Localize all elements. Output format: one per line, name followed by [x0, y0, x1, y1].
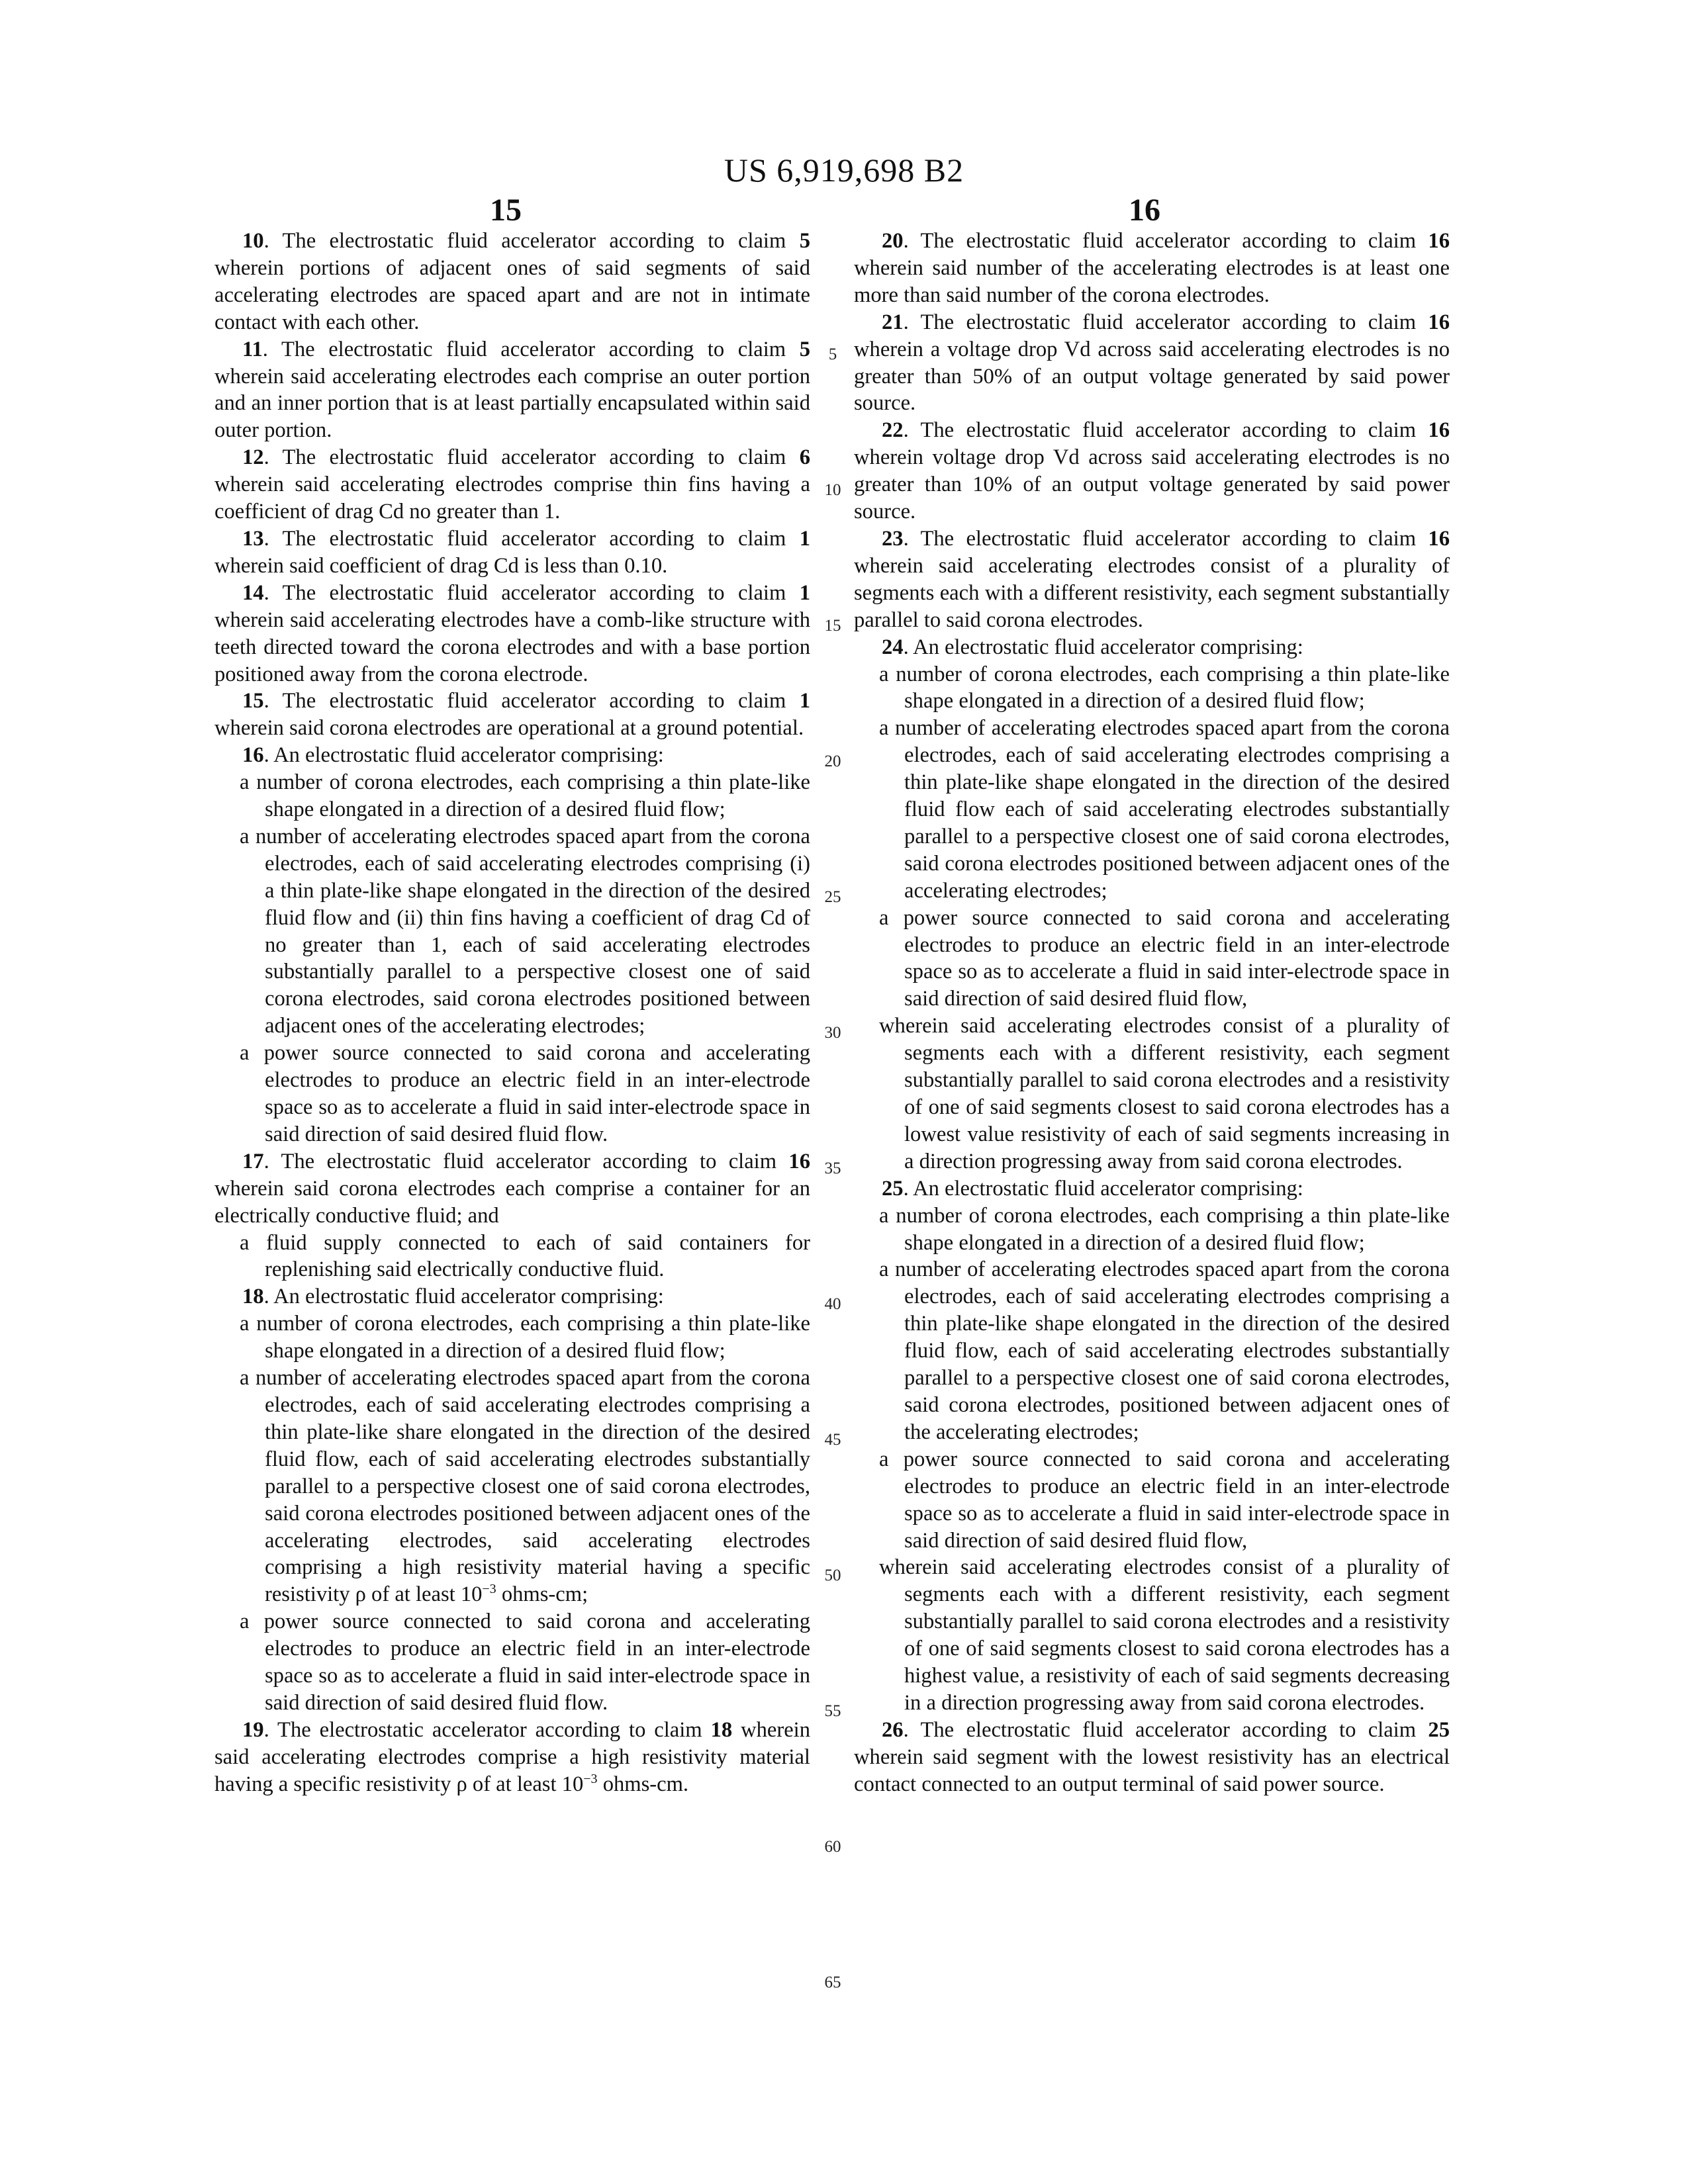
- line-number: 25: [824, 888, 841, 906]
- claim-15: 15. The electrostatic fluid accelerator according to claim 1 wherein said corona electrodes are operational at a ground potential.: [214, 689, 810, 741]
- claim-20: 20. The electrostatic fluid accelerator according to claim 16 wherein said number of the accelerating electrodes is at least one more than said number of the corona electrodes.: [854, 229, 1450, 307]
- claim-23: 23. The electrostatic fluid accelerator according to claim 16 wherein said accelerating electrodes consist of a plurality of segments each with a different resistivity, each segment substantially parallel to said corona electrodes.: [854, 526, 1450, 632]
- claim-11: 11. The electrostatic fluid accelerator according to claim 5 wherein said accelerating electrodes each comprise an outer portion and an inner portion that is at least partially encapsulated within said outer portion.: [214, 337, 810, 443]
- claim-24-element-3: a power source connected to said corona and accelerating electrodes to produce an electric field in an inter-electrode space so as to accelerate a fluid in said inter-electrode space in said direction of said desired fluid flow,: [879, 905, 1450, 1011]
- claim-24-wherein: wherein said accelerating electrodes consist of a plurality of segments each with a different resistivity, each segment substantially parallel to said corona electrodes and a resistivity of one of said segments closest to said corona electrodes has a lowest value resistivity of each of said segments increasing in a direction progressing away from said corona electrodes.: [879, 1014, 1450, 1173]
- line-number: 40: [824, 1295, 841, 1313]
- claim-16-element-2: a number of accelerating electrodes spaced apart from the corona electrodes, each of said accelerating electrodes comprising (i) a thin plate-like shape elongated in the direction of the desired fluid flow and (ii) thin fins having a coefficient of drag Cd of no greater than 1, each of said accelerating electrodes substantially parallel to a perspective closest one of said corona electrodes, said corona electrodes positioned between adjacent ones of the accelerating electrodes;: [240, 824, 810, 1038]
- claim-18-element-3: a power source connected to said corona and accelerating electrodes to produce an electric field in an inter-electrode space so as to accelerate a fluid in said inter-electrode space in said direction of said desired fluid flow.: [240, 1610, 810, 1715]
- left-column-number: 15: [490, 193, 522, 228]
- claim-26: 26. The electrostatic fluid accelerator according to claim 25 wherein said segment with the lowest resistivity has an electrical contact connected to an output terminal of said power source.: [854, 1717, 1450, 1796]
- claim-14: 14. The electrostatic fluid accelerator according to claim 1 wherein said accelerating electrodes have a comb-like structure with teeth directed toward the corona electrodes and with a base portion positioned away from the corona electrode.: [214, 580, 810, 686]
- line-number: 65: [824, 1974, 841, 1991]
- claim-19: 19. The electrostatic accelerator according to claim 18 wherein said accelerating electrodes comprise a high resistivity material having a specific resistivity ρ of at least $10^{-3}$ ohms-cm.: [214, 1717, 810, 1796]
- claim-16-element-3: a power source connected to said corona and accelerating electrodes to produce an electric field in an inter-electrode space so as to accelerate a fluid in said inter-electrode space in said direction of said desired fluid flow.: [240, 1041, 810, 1146]
- claim-25-wherein: wherein said accelerating electrodes consist of a plurality of segments each with a different resistivity, each segment substantially parallel to said corona electrodes and a resistivity of one of said segments closest to said corona electrodes has a highest value, a resistivity of each of said segments decreasing in a direction progressing away from said corona electrodes.: [879, 1555, 1450, 1715]
- left-column: [214, 228, 810, 1798]
- claim-25: 25. An electrostatic fluid accelerator comprising:: [882, 1176, 1303, 1201]
- claim-12: 12. The electrostatic fluid accelerator according to claim 6 wherein said accelerating electrodes comprise thin fins having a coefficient of drag Cd no greater than 1.: [214, 445, 810, 524]
- line-number: 30: [824, 1024, 841, 1042]
- patent-number: US 6,919,698 B2: [724, 152, 964, 189]
- claim-18-element-2: a number of accelerating electrodes spaced apart from the corona electrodes, each of said accelerating electrodes comprising a thin plate-like share elongated in the direction of the desired fluid flow, each of said accelerating electrodes substantially parallel to a perspective closest one of said corona electrodes, said corona electrodes positioned between adjacent ones of the accelerating electrodes, said accelerating electrodes comprising a high resistivity material having a specific resistivity ρ of at least $10^{-3}$ ohms-cm;: [240, 1366, 810, 1607]
- line-number: 45: [824, 1431, 841, 1449]
- line-number: 15: [824, 617, 841, 635]
- claim-17-element-1: a fluid supply connected to each of said containers for replenishing said electrically conductive fluid.: [240, 1230, 810, 1282]
- claim-16: 16. An electrostatic fluid accelerator comprising:: [242, 743, 664, 768]
- claim-25-element-2: a number of accelerating electrodes spaced apart from the corona electrodes, each of said accelerating electrodes comprising a thin plate-like shape elongated in the direction of the desired fluid flow, each of said accelerating electrodes substantially parallel to a perspective closest one of said corona electrodes, said corona electrodes, positioned between adjacent ones of the accelerating electrodes;: [879, 1257, 1450, 1444]
- claim-22: 22. The electrostatic fluid accelerator according to claim 16 wherein voltage drop Vd across said accelerating electrodes is no greater than 10% of an output voltage generated by said power source.: [854, 418, 1450, 524]
- claim-24-element-1: a number of corona electrodes, each comprising a thin plate-like shape elongated in a direction of a desired fluid flow;: [879, 662, 1450, 713]
- claim-24: 24. An electrostatic fluid accelerator comprising:: [882, 635, 1303, 659]
- claim-21: 21. The electrostatic fluid accelerator according to claim 16 wherein a voltage drop Vd across said accelerating electrodes is no greater than 50% of an output voltage generated by said power source.: [854, 310, 1450, 416]
- right-column-number: 16: [1129, 193, 1160, 228]
- line-number: 10: [824, 481, 841, 499]
- line-number: 20: [824, 752, 841, 770]
- claim-16-element-1: a number of corona electrodes, each comprising a thin plate-like shape elongated in a direction of a desired fluid flow;: [240, 770, 810, 822]
- line-number: 50: [824, 1567, 841, 1584]
- claim-13: 13. The electrostatic fluid accelerator according to claim 1 wherein said coefficient of drag Cd is less than 0.10.: [214, 526, 810, 578]
- line-number: 55: [824, 1702, 841, 1720]
- claim-18-element-1: a number of corona electrodes, each comprising a thin plate-like shape elongated in a direction of a desired fluid flow;: [240, 1312, 810, 1363]
- claim-24-element-2: a number of accelerating electrodes spaced apart from the corona electrodes, each of said accelerating electrodes comprising a thin plate-like shape elongated in the direction of the desired fluid flow each of said accelerating electrodes substantially parallel to a perspective closest one of said corona electrodes, said corona electrodes positioned between adjacent ones of the accelerating electrodes;: [879, 716, 1450, 903]
- claim-17: 17. The electrostatic fluid accelerator according to claim 16 wherein said corona electrodes each comprise a container for an electrically conductive fluid; and: [214, 1149, 810, 1228]
- claim-25-element-3: a power source connected to said corona and accelerating electrodes to produce an electric field in an inter-electrode space so as to accelerate a fluid in said inter-electrode space in said direction of said desired fluid flow,: [879, 1447, 1450, 1553]
- line-number: 5: [828, 345, 837, 363]
- line-number: 60: [824, 1838, 841, 1856]
- claim-25-element-1: a number of corona electrodes, each comprising a thin plate-like shape elongated in a direction of a desired fluid flow;: [879, 1203, 1450, 1255]
- line-number: 35: [824, 1160, 841, 1177]
- right-column: [854, 228, 1450, 1798]
- claim-18: 18. An electrostatic fluid accelerator comprising:: [242, 1285, 664, 1309]
- claim-10: 10. The electrostatic fluid accelerator according to claim 5 wherein portions of adjacent ones of said segments of said accelerating electrodes are spaced apart and are not in intimate contact with each other.: [214, 229, 810, 334]
